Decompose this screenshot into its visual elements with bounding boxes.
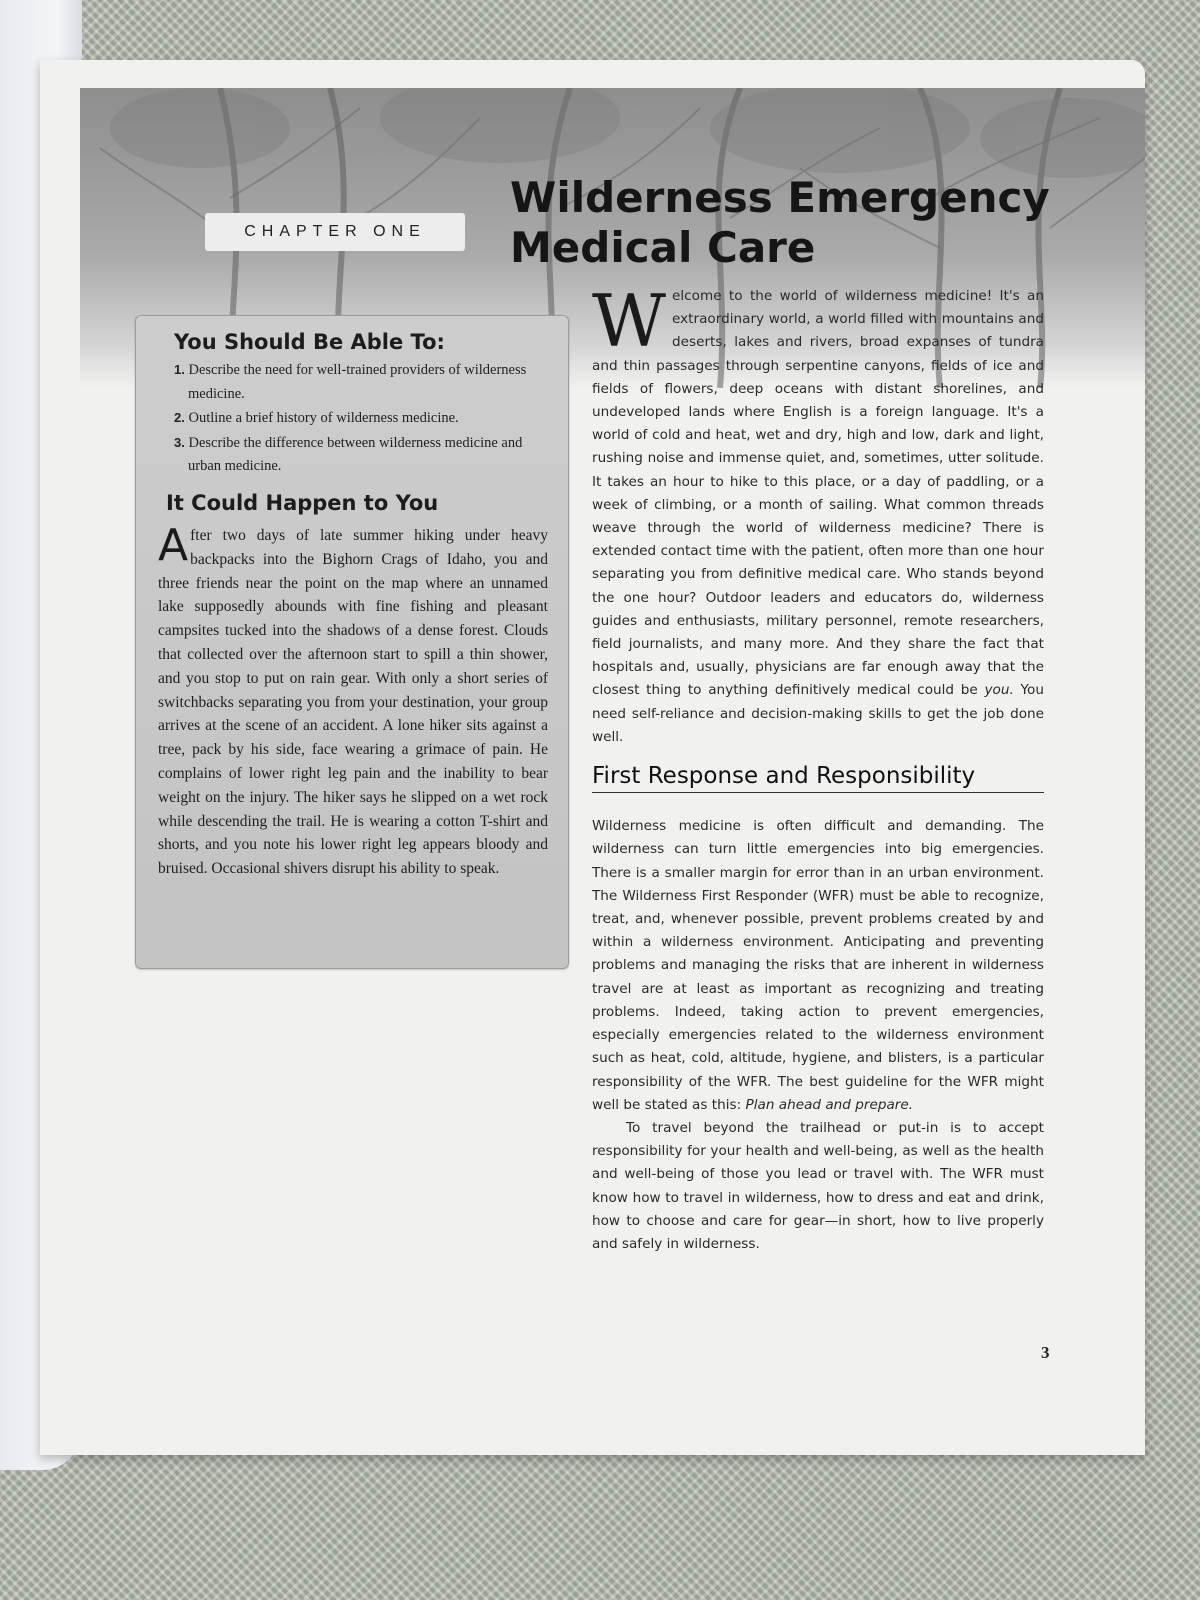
chapter-title [510, 173, 1070, 273]
intro-dropcap: W [592, 279, 667, 363]
main-column [592, 279, 1044, 1256]
scenario-dropcap: A [158, 520, 189, 571]
chapter-label: CHAPTER ONE [205, 213, 465, 251]
objective-text: Describe the difference between wilderness medicine and urban medicine. [188, 434, 523, 474]
objective-number: 3. [174, 434, 185, 450]
scenario-text [158, 520, 548, 881]
objective-number: 2. [174, 410, 185, 425]
intro-emphasis: you. [984, 682, 1014, 699]
objectives-heading: You Should Be Able To: [174, 330, 445, 354]
section-heading: First Response and Responsibility [592, 765, 1044, 793]
book-page [40, 60, 1145, 1455]
intro-paragraph [592, 279, 1044, 749]
objectives-scenario-box [135, 315, 569, 969]
chapter-title-line-1: Wilderness Emergency [510, 173, 1050, 222]
intro-body-end: You need self-reliance and decision-making skills to get the job done well. [592, 682, 1044, 745]
chapter-title-line-2: Medical Care [510, 223, 816, 272]
section-paragraph-1-body: Wilderness medicine is often difficult and demanding. The wilderness can turn little emergencies into big emergencies. There is a smaller margin for error than in an urban environment. The Wilderness First Responder (WFR) must be able to recognize, treat, and, whenever possible, prevent problems created by and within a wilderness environment. Anticipating and preventing problems and managing the risks that are inherent in wilderness travel are at least as important as recognizing and treating problems. Indeed, taking action to prevent emergencies, especially emergencies related to the wilderness environment such as heat, cold, altitude, hygiene, and blisters, is a particular responsibility of the WFR. The best guideline for the WFR might well be stated as this: [592, 818, 1044, 1113]
objective-item [174, 406, 544, 431]
objective-item [174, 358, 544, 406]
section-paragraph-1-emphasis: Plan ahead and prepare. [745, 1096, 914, 1113]
scenario-body: fter two days of late summer hiking under heavy backpacks into the Bighorn Crags of Idaho, you and three friends near the point on the map where an unnamed lake supposedly abounds with fine fishing and pleasant campsites tucked into the shadows of a dense forest. Clouds that collected over the afternoon start to spill a thin shower, and you stop to put on rain gear. With only a short series of switchbacks separating you from your destination, your group arrives at the scene of an accident. A lone hiker sits against a tree, pack by his side, face wearing a grimace of pain. He complains of lower right leg pain and the inability to bear weight on the injury. The hiker says he slipped on a wet rock while descending the trail. He is wearing a cotton T-shirt and shorts, and you note his lower right leg appears bloody and bruised. Occasional shivers disrupt his ability to speak. [158, 527, 548, 878]
objective-number: 1. [174, 362, 185, 377]
scenario-heading: It Could Happen to You [166, 491, 439, 515]
page-number: 3 [1041, 1343, 1050, 1362]
section-paragraph-2: To travel beyond the trailhead or put-in is to accept responsibility for your health and well-being, as well as the health and well-being of those you lead or travel with. The WFR must know how to travel in wilderness, how to dress and eat and drink, how to choose and care for gear—in short, how to live properly and safely in wilderness. [592, 1119, 1044, 1252]
objective-item [174, 431, 544, 479]
section-paragraph-1 [592, 815, 1044, 1117]
objective-text: Outline a brief history of wilderness medicine. [188, 410, 459, 426]
intro-body: elcome to the world of wilderness medicine! It's an extraordinary world, a world filled with mountains and deserts, lakes and rivers, broad expanses of tundra and thin passages through serpentine canyons, fields of ice and fields of flowers, deep oceans with distant shorelines, and undeveloped lands where English is a foreign language. It's a world of cold and heat, wet and dry, high and low, dark and light, rushing noise and immense quiet, and, sometimes, utter solitude. It takes an hour to hike to this place, or a day of paddling, or a week of climbing, or a month of sailing. What common threads weave through the world of wilderness medicine? There is extended contact time with the patient, often more than one hour separating you from definitive medical care. Who stands beyond the one hour? Outdoor leaders and educators do, wilderness guides and enthusiasts, military personnel, remote researchers, field journalists, and many more. And they share the fact that hospitals and, usually, physicians are far enough away that the closest thing to anything definitively medical could be [592, 288, 1044, 699]
objectives-list [174, 358, 544, 479]
objective-text: Describe the need for well-trained providers of wilderness medicine. [188, 362, 527, 402]
